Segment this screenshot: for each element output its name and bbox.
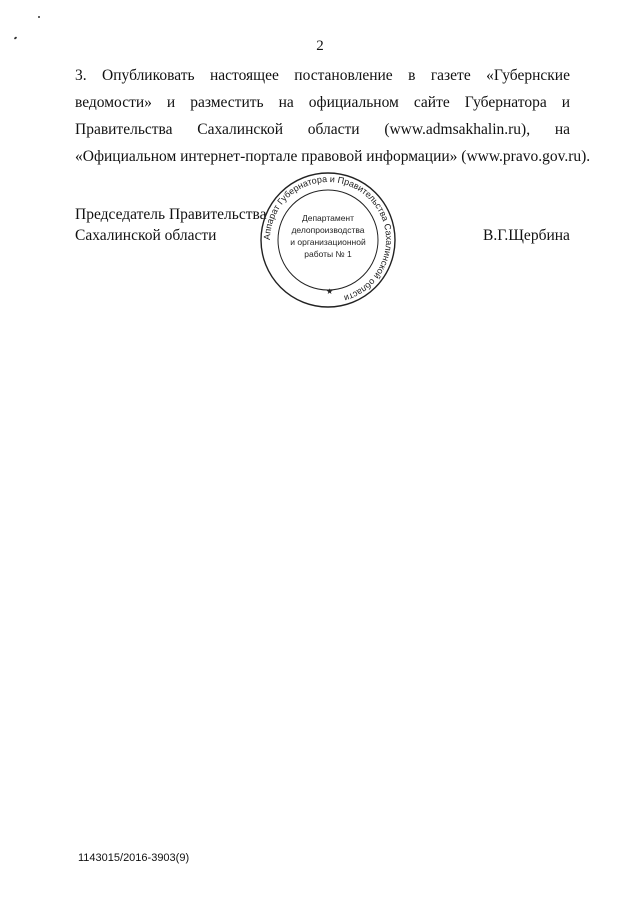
stamp-inner-line: и организационной xyxy=(290,237,366,247)
signatory-title xyxy=(75,204,267,246)
document-code: 1143015/2016-3903(9) xyxy=(78,852,190,864)
stamp-inner-line: Департамент xyxy=(301,213,355,223)
stamp-inner-text xyxy=(289,212,367,260)
paragraph-publication xyxy=(75,62,591,170)
paragraph-line: ведомости» и разместить на официальном сайте Губернатора и xyxy=(75,94,570,111)
paragraph-line: «Официальном интернет-портале правовой информации» (www.pravo.gov.ru). xyxy=(75,148,591,165)
signatory-name: В.Г.Щербина xyxy=(483,227,570,244)
paragraph-line: Правительства Сахалинской области (www.admsakhalin.ru), на xyxy=(75,121,570,138)
stamp-ring-text-path: Аппарат Губернатора и Правительства Сахалинской области xyxy=(261,173,395,304)
signatory-title-line: Председатель Правительства xyxy=(75,206,267,223)
scan-speck xyxy=(38,16,40,18)
stamp-star-icon: ★ xyxy=(326,287,334,296)
stamp-inner-line: делопроизводства xyxy=(291,225,365,235)
paragraph-line: 3. Опубликовать настоящее постановление в газете «Губернские xyxy=(75,67,570,84)
signatory-title-line: Сахалинской области xyxy=(75,227,217,244)
stamp-inner-line: работы № 1 xyxy=(304,249,352,259)
page-number: 2 xyxy=(316,38,324,54)
